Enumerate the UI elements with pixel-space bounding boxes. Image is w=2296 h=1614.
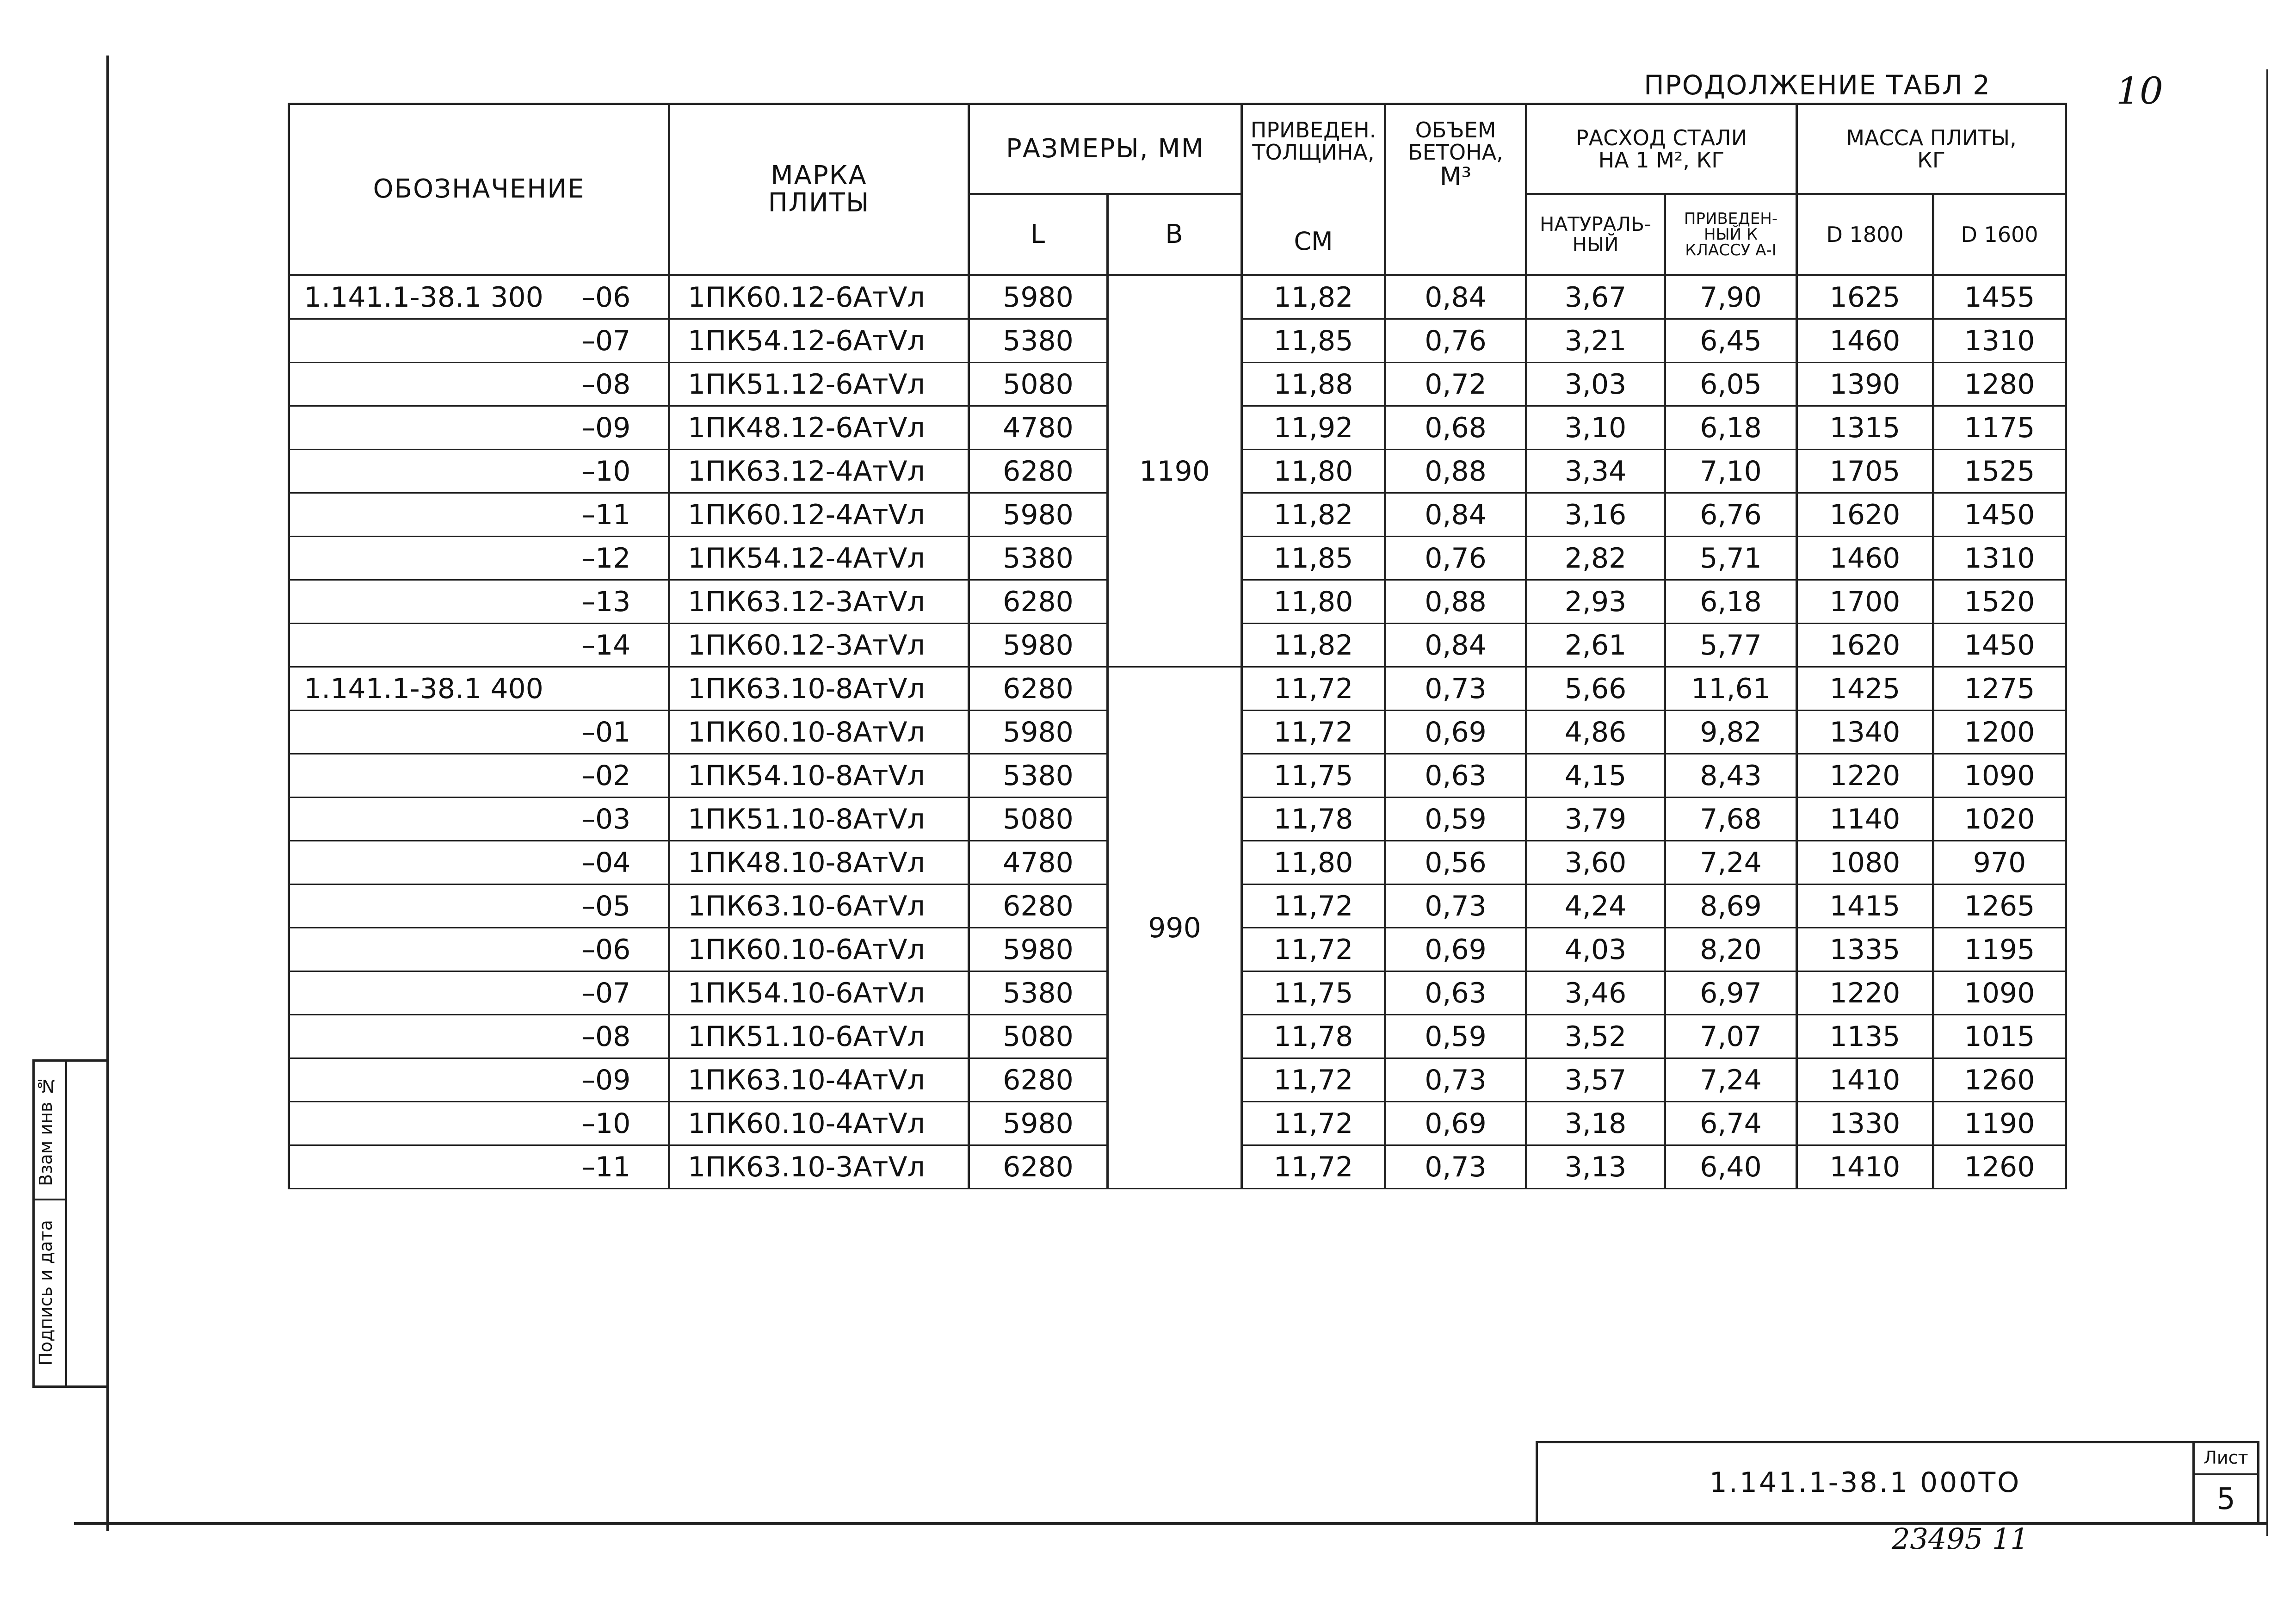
cell-marka: 1ПК51.10-8АтⅤл [669, 798, 969, 841]
cell-mass-d1800: 1625 [1797, 275, 1933, 319]
cell-marka: 1ПК63.12-4АтⅤл [669, 450, 969, 493]
cell-marka: 1ПК60.12-4АтⅤл [669, 493, 969, 537]
cell-mass-d1600: 1525 [1933, 450, 2066, 493]
page-number: 10 [2116, 69, 2163, 112]
cell-mass-d1800: 1705 [1797, 450, 1933, 493]
cell-width: 990 [1108, 667, 1242, 1189]
cell-length: 5980 [969, 275, 1108, 319]
frame-right-line [2266, 69, 2268, 1536]
cell-length: 6280 [969, 1145, 1108, 1189]
cell-mass-d1600: 1455 [1933, 275, 2066, 319]
header-oboz: ОБОЗНАЧЕНИЕ [289, 104, 669, 275]
cell-steel-reduced: 11,61 [1665, 667, 1797, 711]
cell-mass-d1800: 1460 [1797, 537, 1933, 580]
cell-mass-d1800: 1620 [1797, 493, 1933, 537]
oboz-suffix: –11 [581, 1150, 631, 1183]
cell-mass-d1800: 1135 [1797, 1015, 1933, 1058]
header-massa-line1: МАССА ПЛИТЫ, [1846, 125, 2017, 150]
cell-thickness: 11,72 [1242, 1145, 1385, 1189]
cell-steel-natural: 3,46 [1526, 971, 1665, 1015]
cell-marka: 1ПК60.10-6АтⅤл [669, 928, 969, 971]
cell-length: 5080 [969, 1015, 1108, 1058]
cell-mass-d1600: 970 [1933, 841, 2066, 884]
cell-oboznachenie [289, 971, 669, 1015]
cell-mass-d1600: 1520 [1933, 580, 2066, 624]
cell-volume: 0,72 [1385, 363, 1526, 406]
cell-steel-reduced: 8,43 [1665, 754, 1797, 798]
cell-mass-d1800: 1410 [1797, 1145, 1933, 1189]
header-obem-line1: ОБЪЕМ [1415, 117, 1496, 142]
cell-thickness: 11,78 [1242, 798, 1385, 841]
cell-length: 4780 [969, 406, 1108, 450]
cell-oboznachenie [289, 450, 669, 493]
oboz-suffix: –09 [581, 411, 631, 444]
cell-oboznachenie [289, 406, 669, 450]
cell-marka: 1ПК63.10-3АтⅤл [669, 1145, 969, 1189]
header-massa [1797, 104, 2066, 194]
cell-volume: 0,73 [1385, 1145, 1526, 1189]
oboz-suffix: –08 [581, 368, 631, 401]
cell-steel-reduced: 7,24 [1665, 1058, 1797, 1102]
cell-oboznachenie [289, 1145, 669, 1189]
cell-oboznachenie [289, 1102, 669, 1145]
cell-mass-d1600: 1200 [1933, 711, 2066, 754]
cell-thickness: 11,80 [1242, 580, 1385, 624]
oboz-suffix: –02 [581, 759, 631, 792]
cell-steel-reduced: 6,97 [1665, 971, 1797, 1015]
header-privedenny-line1: ПРИВЕДЕН- [1684, 210, 1778, 228]
cell-steel-reduced: 6,18 [1665, 580, 1797, 624]
cell-mass-d1600: 1275 [1933, 667, 2066, 711]
cell-thickness: 11,82 [1242, 493, 1385, 537]
header-tolshina [1242, 104, 1385, 275]
header-d1800: D 1800 [1797, 194, 1933, 275]
cell-volume: 0,63 [1385, 754, 1526, 798]
cell-marka: 1ПК51.12-6АтⅤл [669, 363, 969, 406]
header-naturalny-line1: НАТУРАЛЬ- [1539, 212, 1652, 235]
cell-oboznachenie [289, 580, 669, 624]
cell-thickness: 11,75 [1242, 754, 1385, 798]
cell-oboznachenie [289, 841, 669, 884]
cell-volume: 0,59 [1385, 1015, 1526, 1058]
header-tolshina-unit: СМ [1294, 226, 1333, 256]
cell-steel-reduced: 6,74 [1665, 1102, 1797, 1145]
cell-steel-natural: 3,57 [1526, 1058, 1665, 1102]
slab-spec-table [288, 103, 2067, 1189]
cell-volume: 0,59 [1385, 798, 1526, 841]
cell-mass-d1800: 1410 [1797, 1058, 1933, 1102]
cell-steel-reduced: 6,45 [1665, 319, 1797, 363]
cell-steel-reduced: 6,76 [1665, 493, 1797, 537]
cell-mass-d1800: 1415 [1797, 884, 1933, 928]
cell-steel-reduced: 7,24 [1665, 841, 1797, 884]
cell-steel-natural: 4,03 [1526, 928, 1665, 971]
cell-thickness: 11,72 [1242, 1058, 1385, 1102]
cell-mass-d1600: 1190 [1933, 1102, 2066, 1145]
cell-steel-natural: 3,67 [1526, 275, 1665, 319]
cell-volume: 0,73 [1385, 1058, 1526, 1102]
side-stamp-cell-bottom [35, 1200, 67, 1385]
cell-mass-d1600: 1280 [1933, 363, 2066, 406]
cell-steel-natural: 3,79 [1526, 798, 1665, 841]
header-tolshina-line1: ПРИВЕДЕН. [1250, 117, 1376, 142]
cell-length: 5080 [969, 798, 1108, 841]
cell-oboznachenie [289, 275, 669, 319]
cell-length: 6280 [969, 884, 1108, 928]
cell-length: 5380 [969, 319, 1108, 363]
cell-steel-reduced: 6,05 [1665, 363, 1797, 406]
sheet-label: Лист [2195, 1443, 2257, 1475]
cell-length: 4780 [969, 841, 1108, 884]
oboz-suffix: –07 [581, 324, 631, 357]
oboz-suffix: –06 [581, 933, 631, 966]
header-rashod-line1: РАСХОД СТАЛИ [1575, 125, 1747, 150]
cell-mass-d1600: 1175 [1933, 406, 2066, 450]
cell-steel-natural: 4,86 [1526, 711, 1665, 754]
cell-steel-reduced: 7,07 [1665, 1015, 1797, 1058]
cell-mass-d1800: 1700 [1797, 580, 1933, 624]
oboz-prefix: 1.141.1-38.1 300 [304, 281, 543, 314]
cell-steel-natural: 3,10 [1526, 406, 1665, 450]
cell-marka: 1ПК54.12-6АтⅤл [669, 319, 969, 363]
cell-thickness: 11,80 [1242, 841, 1385, 884]
cell-volume: 0,88 [1385, 450, 1526, 493]
header-obem-line2: БЕТОНА, [1408, 140, 1503, 165]
cell-mass-d1800: 1460 [1797, 319, 1933, 363]
cell-marka: 1ПК54.12-4АтⅤл [669, 537, 969, 580]
archive-number: 23495 11 [1892, 1522, 2029, 1556]
header-naturalny [1526, 194, 1665, 275]
cell-length: 5380 [969, 537, 1108, 580]
header-privedenny-line3: КЛАССУ А-I [1685, 241, 1777, 260]
cell-marka: 1ПК60.10-4АтⅤл [669, 1102, 969, 1145]
header-obem [1385, 104, 1526, 275]
cell-steel-reduced: 6,40 [1665, 1145, 1797, 1189]
cell-steel-reduced: 7,90 [1665, 275, 1797, 319]
cell-oboznachenie [289, 928, 669, 971]
cell-marka: 1ПК48.10-8АтⅤл [669, 841, 969, 884]
cell-width: 1190 [1108, 275, 1242, 667]
cell-mass-d1600: 1260 [1933, 1145, 2066, 1189]
cell-volume: 0,76 [1385, 319, 1526, 363]
cell-oboznachenie [289, 667, 669, 711]
cell-marka: 1ПК60.12-6АтⅤл [669, 275, 969, 319]
oboz-suffix: –12 [581, 542, 631, 575]
cell-steel-natural: 3,18 [1526, 1102, 1665, 1145]
cell-mass-d1800: 1335 [1797, 928, 1933, 971]
cell-volume: 0,69 [1385, 1102, 1526, 1145]
cell-oboznachenie [289, 319, 669, 363]
cell-volume: 0,63 [1385, 971, 1526, 1015]
cell-mass-d1600: 1195 [1933, 928, 2066, 971]
cell-thickness: 11,85 [1242, 537, 1385, 580]
oboz-suffix: –04 [581, 846, 631, 879]
cell-thickness: 11,82 [1242, 624, 1385, 667]
cell-thickness: 11,92 [1242, 406, 1385, 450]
oboz-suffix: –14 [581, 629, 631, 662]
cell-thickness: 11,88 [1242, 363, 1385, 406]
cell-steel-natural: 2,93 [1526, 580, 1665, 624]
cell-volume: 0,73 [1385, 884, 1526, 928]
cell-steel-natural: 2,82 [1526, 537, 1665, 580]
cell-volume: 0,88 [1385, 580, 1526, 624]
cell-steel-reduced: 5,77 [1665, 624, 1797, 667]
oboz-suffix: –10 [581, 455, 631, 488]
header-marka-line2: ПЛИТЫ [768, 187, 870, 218]
side-stamp-label-signature: Подпись и дата [36, 1220, 56, 1366]
cell-length: 5980 [969, 928, 1108, 971]
cell-oboznachenie [289, 537, 669, 580]
cell-volume: 0,69 [1385, 928, 1526, 971]
cell-oboznachenie [289, 624, 669, 667]
cell-thickness: 11,72 [1242, 1102, 1385, 1145]
cell-mass-d1600: 1260 [1933, 1058, 2066, 1102]
header-naturalny-line2: НЫЙ [1572, 233, 1619, 256]
side-stamp-label-replace: Взам инв № [36, 1076, 56, 1187]
cell-marka: 1ПК60.10-8АтⅤл [669, 711, 969, 754]
oboz-suffix: –11 [581, 498, 631, 531]
cell-marka: 1ПК63.10-6АтⅤл [669, 884, 969, 928]
cell-mass-d1800: 1315 [1797, 406, 1933, 450]
cell-steel-reduced: 7,10 [1665, 450, 1797, 493]
header-d1600: D 1600 [1933, 194, 2066, 275]
cell-volume: 0,68 [1385, 406, 1526, 450]
cell-steel-reduced: 8,69 [1665, 884, 1797, 928]
oboz-suffix: –06 [581, 281, 631, 314]
cell-mass-d1800: 1330 [1797, 1102, 1933, 1145]
cell-oboznachenie [289, 363, 669, 406]
cell-mass-d1800: 1080 [1797, 841, 1933, 884]
cell-thickness: 11,80 [1242, 450, 1385, 493]
header-obem-unit: М³ [1439, 161, 1472, 191]
cell-mass-d1600: 1450 [1933, 624, 2066, 667]
cell-mass-d1600: 1310 [1933, 537, 2066, 580]
oboz-suffix: –10 [581, 1107, 631, 1140]
cell-mass-d1600: 1020 [1933, 798, 2066, 841]
header-rashod-line2: НА 1 М², КГ [1598, 148, 1725, 173]
cell-steel-reduced: 7,68 [1665, 798, 1797, 841]
cell-mass-d1800: 1425 [1797, 667, 1933, 711]
table-row [289, 667, 2066, 711]
cell-steel-natural: 3,16 [1526, 493, 1665, 537]
cell-thickness: 11,82 [1242, 275, 1385, 319]
cell-length: 6280 [969, 1058, 1108, 1102]
oboz-suffix: –05 [581, 890, 631, 922]
header-privedenny-line2: НЫЙ К [1704, 225, 1758, 244]
table-row [289, 275, 2066, 319]
sheet-number: 5 [2216, 1482, 2235, 1516]
cell-length: 5980 [969, 1102, 1108, 1145]
cell-mass-d1600: 1310 [1933, 319, 2066, 363]
header-massa-line2: КГ [1917, 148, 1945, 173]
cell-mass-d1800: 1140 [1797, 798, 1933, 841]
side-stamp [32, 1059, 106, 1388]
cell-volume: 0,69 [1385, 711, 1526, 754]
cell-thickness: 11,72 [1242, 667, 1385, 711]
cell-mass-d1600: 1015 [1933, 1015, 2066, 1058]
cell-marka: 1ПК54.10-8АтⅤл [669, 754, 969, 798]
header-L: L [969, 194, 1108, 275]
cell-length: 6280 [969, 450, 1108, 493]
cell-marka: 1ПК48.12-6АтⅤл [669, 406, 969, 450]
cell-thickness: 11,75 [1242, 971, 1385, 1015]
cell-thickness: 11,72 [1242, 884, 1385, 928]
cell-length: 5380 [969, 971, 1108, 1015]
cell-thickness: 11,72 [1242, 928, 1385, 971]
cell-marka: 1ПК63.10-4АтⅤл [669, 1058, 969, 1102]
cell-length: 6280 [969, 580, 1108, 624]
header-razmery: РАЗМЕРЫ, ММ [969, 104, 1242, 194]
cell-volume: 0,76 [1385, 537, 1526, 580]
cell-oboznachenie [289, 1015, 669, 1058]
cell-thickness: 11,85 [1242, 319, 1385, 363]
cell-length: 5080 [969, 363, 1108, 406]
cell-steel-reduced: 9,82 [1665, 711, 1797, 754]
oboz-suffix: –08 [581, 1020, 631, 1053]
cell-steel-natural: 3,13 [1526, 1145, 1665, 1189]
cell-steel-natural: 3,60 [1526, 841, 1665, 884]
cell-mass-d1800: 1620 [1797, 624, 1933, 667]
cell-steel-reduced: 6,18 [1665, 406, 1797, 450]
cell-steel-natural: 3,03 [1526, 363, 1665, 406]
header-marka [669, 104, 969, 275]
cell-oboznachenie [289, 884, 669, 928]
cell-oboznachenie [289, 798, 669, 841]
cell-volume: 0,56 [1385, 841, 1526, 884]
cell-oboznachenie [289, 493, 669, 537]
cell-volume: 0,73 [1385, 667, 1526, 711]
header-rashod [1526, 104, 1797, 194]
cell-mass-d1600: 1090 [1933, 971, 2066, 1015]
cell-mass-d1800: 1390 [1797, 363, 1933, 406]
header-B: В [1108, 194, 1242, 275]
cell-mass-d1600: 1265 [1933, 884, 2066, 928]
oboz-suffix: –03 [581, 803, 631, 835]
cell-steel-natural: 4,24 [1526, 884, 1665, 928]
cell-steel-reduced: 8,20 [1665, 928, 1797, 971]
cell-thickness: 11,78 [1242, 1015, 1385, 1058]
cell-steel-natural: 2,61 [1526, 624, 1665, 667]
table-caption: ПРОДОЛЖЕНИЕ ТАБЛ 2 [1644, 69, 1991, 101]
side-stamp-cell-top [35, 1062, 67, 1200]
cell-length: 5980 [969, 493, 1108, 537]
cell-oboznachenie [289, 1058, 669, 1102]
cell-steel-natural: 3,21 [1526, 319, 1665, 363]
oboz-prefix: 1.141.1-38.1 400 [304, 672, 543, 705]
sheet-box [2195, 1441, 2259, 1524]
oboz-suffix: –13 [581, 585, 631, 618]
header-privedenny [1665, 194, 1797, 275]
cell-mass-d1800: 1220 [1797, 754, 1933, 798]
cell-marka: 1ПК63.10-8АтⅤл [669, 667, 969, 711]
cell-steel-natural: 4,15 [1526, 754, 1665, 798]
cell-marka: 1ПК60.12-3АтⅤл [669, 624, 969, 667]
header-marka-line1: МАРКА [771, 160, 867, 191]
cell-marka: 1ПК51.10-6АтⅤл [669, 1015, 969, 1058]
cell-marka: 1ПК63.12-3АтⅤл [669, 580, 969, 624]
cell-length: 5980 [969, 624, 1108, 667]
cell-oboznachenie [289, 754, 669, 798]
cell-marka: 1ПК54.10-6АтⅤл [669, 971, 969, 1015]
header-tolshina-line2: ТОЛЩИНА, [1252, 140, 1375, 165]
cell-steel-reduced: 5,71 [1665, 537, 1797, 580]
cell-thickness: 11,72 [1242, 711, 1385, 754]
cell-oboznachenie [289, 711, 669, 754]
cell-mass-d1800: 1340 [1797, 711, 1933, 754]
cell-mass-d1600: 1090 [1933, 754, 2066, 798]
oboz-suffix: –07 [581, 977, 631, 1009]
frame-left-line [106, 56, 109, 1531]
cell-mass-d1600: 1450 [1933, 493, 2066, 537]
cell-volume: 0,84 [1385, 493, 1526, 537]
cell-steel-natural: 3,52 [1526, 1015, 1665, 1058]
cell-length: 5980 [969, 711, 1108, 754]
table-body [289, 275, 2066, 1189]
oboz-suffix: –09 [581, 1064, 631, 1096]
cell-steel-natural: 3,34 [1526, 450, 1665, 493]
title-block-code: 1.141.1-38.1 000ТО [1536, 1441, 2195, 1524]
cell-length: 6280 [969, 667, 1108, 711]
cell-steel-natural: 5,66 [1526, 667, 1665, 711]
cell-length: 5380 [969, 754, 1108, 798]
cell-mass-d1800: 1220 [1797, 971, 1933, 1015]
cell-volume: 0,84 [1385, 275, 1526, 319]
cell-volume: 0,84 [1385, 624, 1526, 667]
oboz-suffix: –01 [581, 716, 631, 748]
